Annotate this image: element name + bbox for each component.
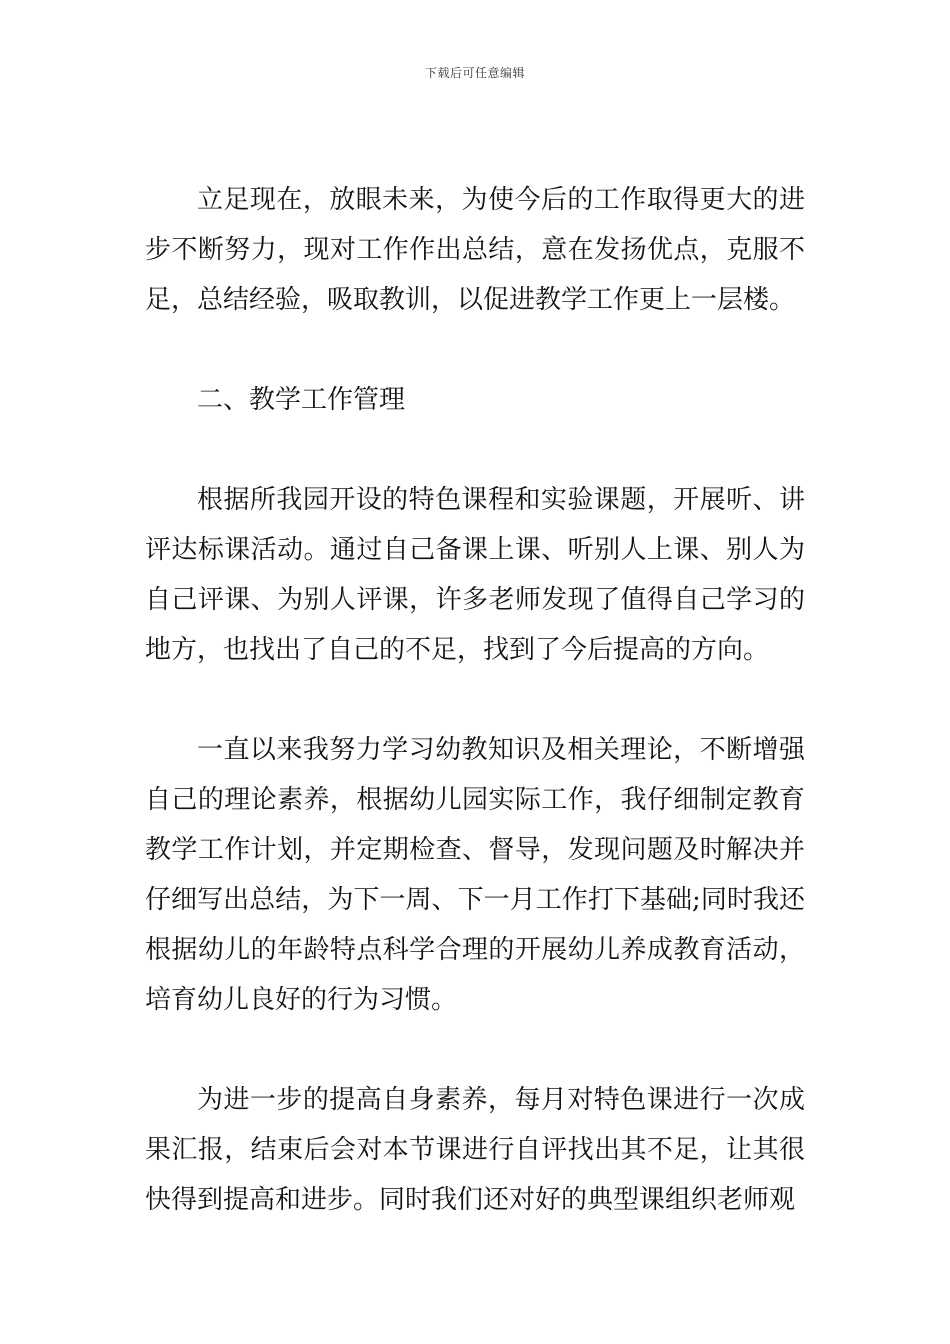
paragraph-text: 立足现在，放眼未来，为使今后的工作取得更大的进步不断努力，现对工作作出总结，意在发扬优点，克服不足，总结经验，吸取教训，以促进教学工作更上一层楼。: [145, 185, 805, 315]
paragraph-text: 一直以来我努力学习幼教知识及相关理论，不断增强自己的理论素养，根据幼儿园实际工作，我仔细制定教育教学工作计划，并定期检查、督导，发现问题及时解决并仔细写出总结，为下一周、下一月工作打下基础;同时我还根据幼儿的年龄特点科学合理的开展幼儿养成教育活动，培育幼儿良好的行为习惯。: [145, 735, 805, 1015]
header-note: 下载后可任意编辑: [424, 66, 525, 80]
section-heading-text: 二、教学工作管理: [197, 385, 406, 415]
section-heading: [145, 375, 805, 425]
paragraph-study-and-planning: [145, 725, 805, 1025]
paragraph-teaching-activities: [145, 475, 805, 675]
paragraph-improvement: [145, 1075, 805, 1225]
paragraph-text: 根据所我园开设的特色课程和实验课题，开展听、讲评达标课活动。通过自己备课上课、听别人上课、别人为自己评课、为别人评课，许多老师发现了值得自己学习的地方，也找出了自己的不足，找到了今后提高的方向。: [145, 485, 805, 665]
paragraph-intro: [145, 175, 805, 325]
paragraph-text: 为进一步的提高自身素养，每月对特色课进行一次成果汇报，结束后会对本节课进行自评找出其不足，让其很快得到提高和进步。同时我们还对好的典型课组织老师观: [145, 1085, 805, 1215]
